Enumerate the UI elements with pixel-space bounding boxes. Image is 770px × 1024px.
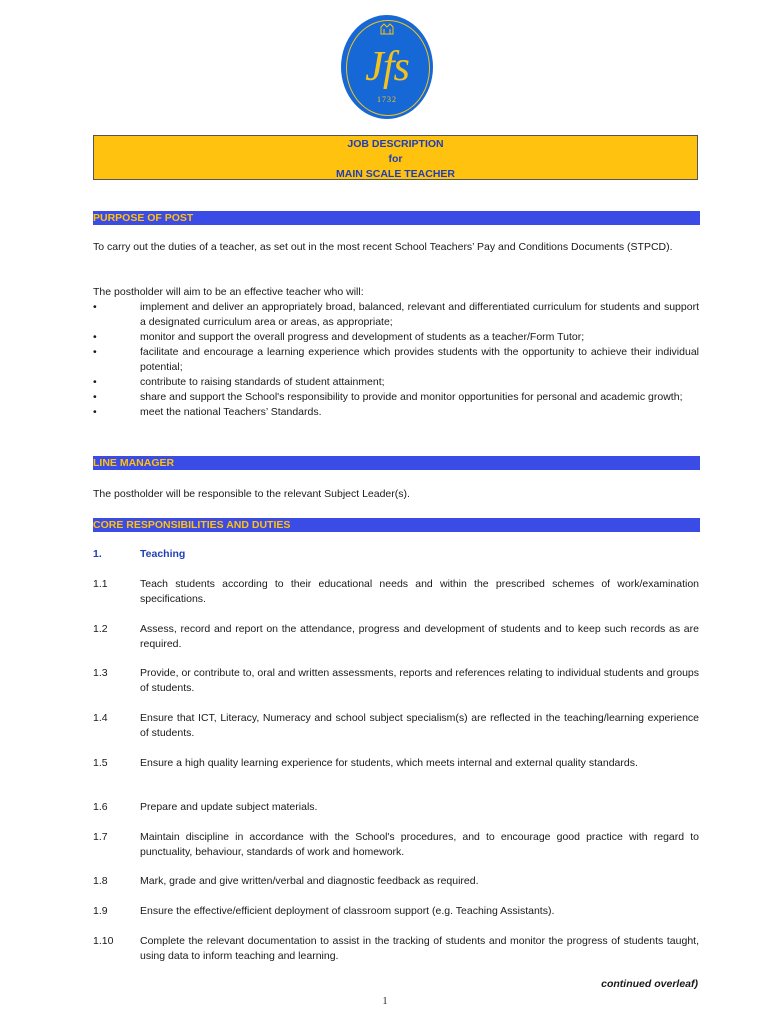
duty-item <box>93 800 699 815</box>
section-heading-line-manager: LINE MANAGER <box>93 456 700 470</box>
duty-item <box>93 874 699 889</box>
duty-text: Maintain discipline in accordance with the School's procedures, and to encourage good practice with regard to punctuality, behaviour, standards of work and homework. <box>140 831 699 858</box>
line-manager-text: The postholder will be responsible to the relevant Subject Leader(s). <box>93 488 410 500</box>
title-box <box>93 135 698 180</box>
list-item-text: meet the national Teachers’ Standards. <box>140 406 322 418</box>
logo-letters: Jfs <box>365 44 409 90</box>
list-item-text: share and support the School's responsibility to provide and monitor opportunities for personal and academic growth; <box>140 391 683 403</box>
duty-item <box>93 904 699 919</box>
subsection-heading-teaching <box>93 547 185 562</box>
duty-item <box>93 622 699 652</box>
duty-number: 1.10 <box>93 935 114 947</box>
crest-icon <box>378 21 396 35</box>
purpose-intro: To carry out the duties of a teacher, as set out in the most recent School Teachers’ Pay and Conditions Documents (STPCD). <box>93 241 673 253</box>
duty-item <box>93 577 699 607</box>
duty-number: 1.3 <box>93 667 108 679</box>
duty-text: Complete the relevant documentation to assist in the tracking of students and monitor the progress of students taught, using data to inform teaching and learning. <box>140 935 699 962</box>
list-item-text: contribute to raising standards of student attainment; <box>140 376 385 388</box>
logo-year: 1732 <box>377 95 397 104</box>
duty-item <box>93 711 699 741</box>
duty-number: 1.4 <box>93 712 108 724</box>
bullet-icon: • <box>93 391 97 403</box>
duty-text: Provide, or contribute to, oral and written assessments, reports and references relating to individual students and groups of students. <box>140 667 699 694</box>
list-item-text: monitor and support the overall progress and development of students as a teacher/Form Tutor; <box>140 331 585 343</box>
duty-number: 1.5 <box>93 757 108 769</box>
school-logo <box>341 15 433 119</box>
list-item <box>93 300 699 330</box>
page-number: 1 <box>382 996 388 1007</box>
bullet-icon: • <box>93 301 97 313</box>
duty-text: Ensure a high quality learning experience for students, which meets internal and external quality standards. <box>140 757 638 769</box>
purpose-lead: The postholder will aim to be an effective teacher who will: <box>93 286 364 298</box>
title-line-3: MAIN SCALE TEACHER <box>335 168 455 180</box>
duty-text: Teach students according to their educational needs and within the prescribed schemes of work/examination specifications. <box>140 578 699 605</box>
bullet-icon: • <box>93 346 97 358</box>
duty-number: 1.6 <box>93 801 108 813</box>
duty-item <box>93 934 699 964</box>
duty-text: Assess, record and report on the attendance, progress and development of students and to keep such records as are required. <box>140 623 699 650</box>
list-item-text: facilitate and encourage a learning experience which provides students with the opportunity to achieve their individual potential; <box>140 346 699 373</box>
duty-number: 1.1 <box>93 578 108 590</box>
list-item <box>93 345 699 375</box>
duty-text: Ensure that ICT, Literacy, Numeracy and school subject specialism(s) are reflected in the teaching/learning experience of students. <box>140 712 699 739</box>
duty-number: 1.9 <box>93 905 108 917</box>
bullet-icon: • <box>93 376 97 388</box>
section-heading-purpose: PURPOSE OF POST <box>93 211 700 225</box>
title-line-1: JOB DESCRIPTION <box>347 138 444 150</box>
duty-number: 1.7 <box>93 831 108 843</box>
title-line-2: for <box>388 153 403 165</box>
bullet-icon: • <box>93 406 97 418</box>
duty-number: 1.8 <box>93 875 108 887</box>
duty-number: 1.2 <box>93 623 108 635</box>
bullet-icon: • <box>93 331 97 343</box>
continued-overleaf-note: continued overleaf) <box>601 978 698 990</box>
list-item <box>93 375 699 390</box>
list-item <box>93 405 699 420</box>
duty-item <box>93 756 699 771</box>
list-item-text: implement and deliver an appropriately broad, balanced, relevant and differentiated curriculum for students and support a designated curriculum area or areas, as appropriate; <box>140 301 699 328</box>
subsection-number: 1. <box>93 548 102 560</box>
list-item <box>93 390 699 405</box>
list-item <box>93 330 699 345</box>
section-heading-core: CORE RESPONSIBILITIES AND DUTIES <box>93 518 700 532</box>
purpose-bullet-list <box>93 300 699 420</box>
duty-text: Ensure the effective/efficient deployment of classroom support (e.g. Teaching Assistants). <box>140 905 555 917</box>
duty-item <box>93 830 699 860</box>
duty-text: Prepare and update subject materials. <box>140 801 318 813</box>
subsection-title: Teaching <box>140 548 186 560</box>
duty-text: Mark, grade and give written/verbal and diagnostic feedback as required. <box>140 875 479 887</box>
duty-item <box>93 666 699 696</box>
